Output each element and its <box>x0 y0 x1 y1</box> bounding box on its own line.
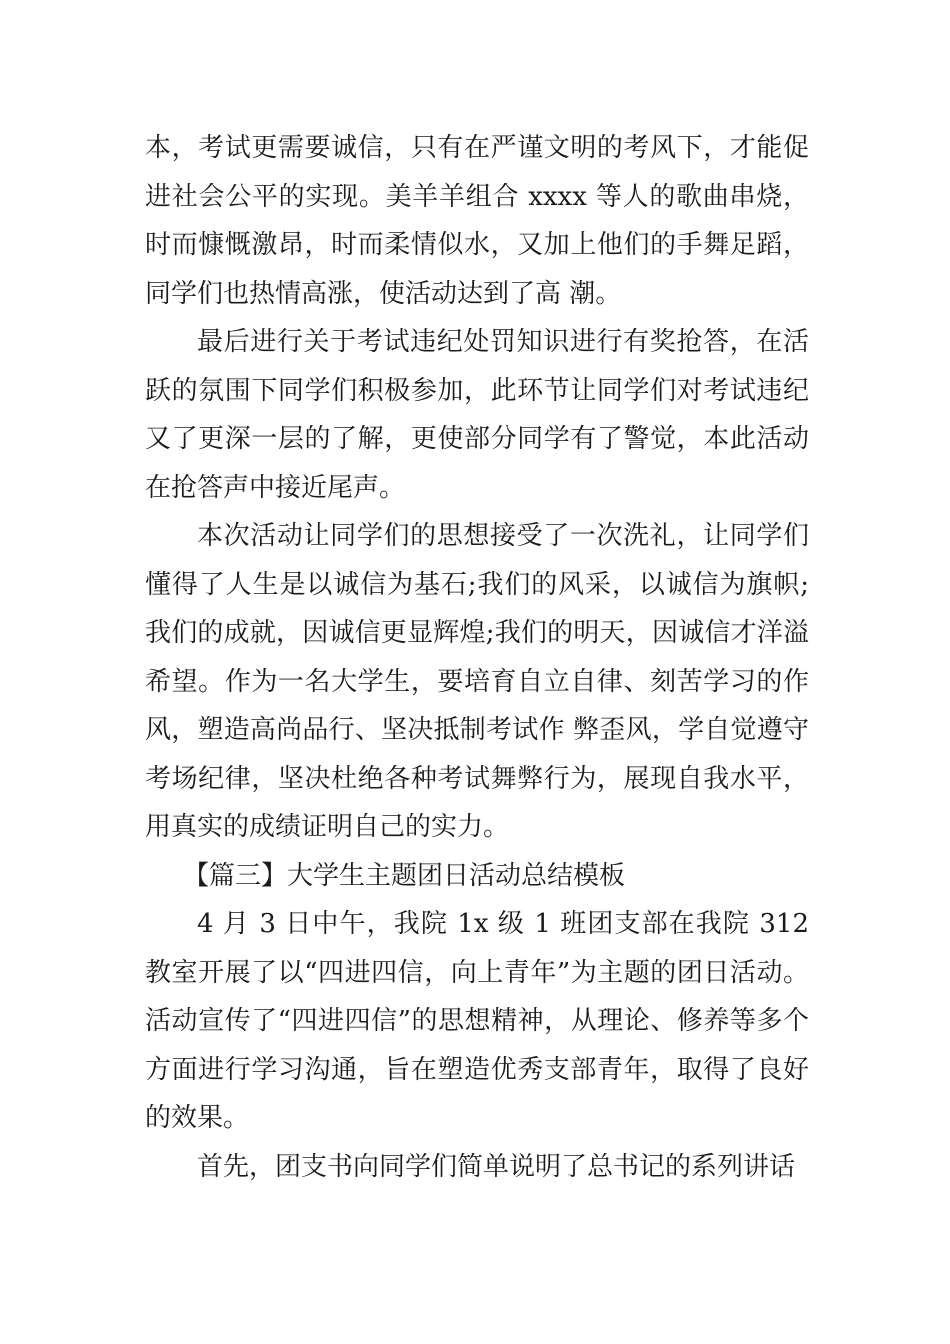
document-body <box>145 124 809 1191</box>
paragraph-event-intro: 4 月 3 日中午，我院 1x 级 1 班团支部在我院 312 教室开展了以“四进四信，向上青年”为主题的团日活动。活动宣传了“四进四信”的思想精神，从理论、修养等多个方面进行学习沟通，旨在塑造优秀支部青年，取得了良好的效果。 <box>145 909 809 1133</box>
section-heading: 【篇三】大学生主题团日活动总结模板 <box>183 860 626 891</box>
paragraph-continued: 本，考试更需要诚信，只有在严谨文明的考风下，才能促进社会公平的实现。美羊羊组合 xxxx 等人的歌曲串烧，时而慷慨激昂，时而柔情似水，又加上他们的手舞足蹈，同学们也热情高涨，使活动达到了高 潮。 <box>145 133 809 309</box>
paragraph-quiz: 最后进行关于考试违纪处罚知识进行有奖抢答，在活跃的氛围下同学们积极参加，此环节让同学们对考试违纪又了更深一层的了解，更使部分同学有了警觉，本此活动在抢答声中接近尾声。 <box>145 327 809 503</box>
paragraph-conclusion: 本次活动让同学们的思想接受了一次洗礼，让同学们懂得了人生是以诚信为基石;我们的风采，以诚信为旗帜;我们的成就，因诚信更显辉煌;我们的明天，因诚信才洋溢希望。作为一名大学生，要培育自立自律、刻苦学习的作风，塑造高尚品行、坚决抵制考试作 弊歪风，学自觉遵守考场纪律，坚决杜绝各种考试舞弊行为，展现自我水平，用真实的成绩证明自己的实力。 <box>145 521 809 842</box>
paragraph-first-step: 首先，团支书向同学们简单说明了总书记的系列讲话 <box>197 1151 796 1182</box>
